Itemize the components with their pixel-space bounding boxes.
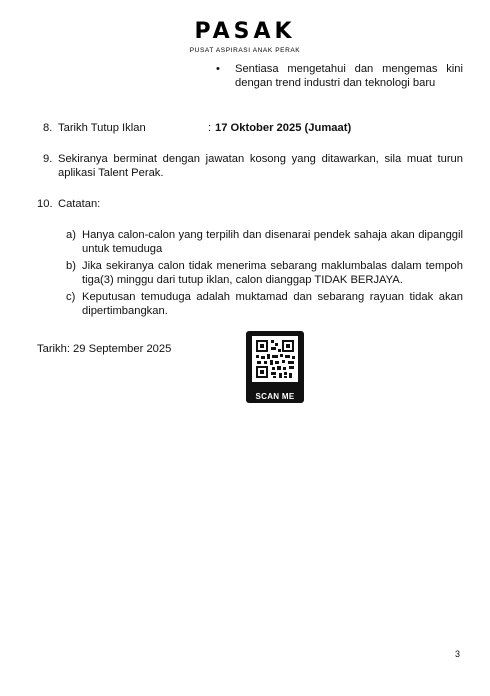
qr-code[interactable] (246, 331, 304, 403)
item-8-label: Tarikh Tutup Iklan (58, 122, 146, 134)
document-date: Tarikh: 29 September 2025 (37, 343, 172, 355)
note-marker-a: a) (66, 229, 76, 241)
item-8-colon: : (208, 122, 212, 134)
bullet-text: Sentiasa mengetahui dan mengemas kini dengan trend industri dan teknologi baru (235, 63, 463, 89)
item-8-number: 8. (43, 122, 53, 134)
qr-pattern (252, 336, 298, 382)
bullet-marker: • (216, 63, 220, 75)
note-marker-c: c) (66, 291, 76, 303)
item-9-text: Sekiranya berminat dengan jawatan kosong yang ditawarkan, sila muat turun aplikasi Talent Perak. (58, 153, 463, 179)
note-text-c: Keputusan temuduga adalah muktamad dan sebarang rayuan tidak akan dipertimbangkan. (82, 291, 463, 317)
header-logo (0, 20, 490, 54)
item-10-number: 10. (37, 198, 53, 210)
qr-scan-label: SCAN ME (255, 392, 295, 401)
closing-date-value: 17 Oktober 2025 (Jumaat) (215, 122, 352, 134)
note-marker-b: b) (66, 260, 76, 272)
page-number: 3 (455, 649, 461, 659)
item-9-number: 9. (43, 153, 53, 165)
logo-subtitle: PUSAT ASPIRASI ANAK PERAK (189, 47, 301, 54)
note-text-a: Hanya calon-calon yang terpilih dan disenarai pendek sahaja akan dipanggil untuk temuduga (82, 229, 463, 255)
note-text-b: Jika sekiranya calon tidak menerima sebarang maklumbalas dalam tempoh tiga(3) minggu dari tutup iklan, calon dianggap TIDAK BERJAYA. (82, 260, 463, 286)
item-10-label: Catatan: (58, 198, 101, 210)
qr-icon (252, 336, 298, 382)
logo-wordmark: PASAK (194, 19, 296, 44)
